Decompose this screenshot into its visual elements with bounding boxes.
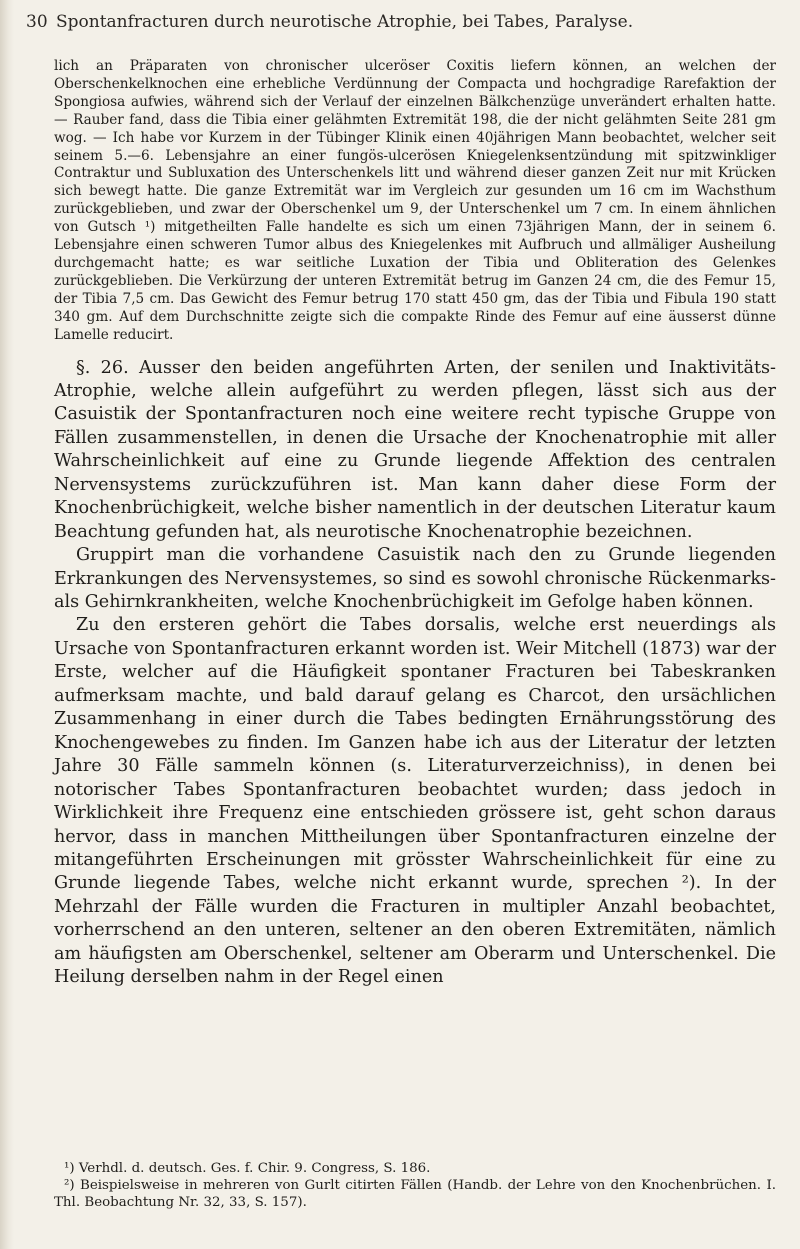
section-26-paragraph: §. 26. Ausser den beiden angeführten Arten, der senilen und Inaktivitäts-Atrophie, welche allein aufgeführt zu werden pflegen, lässt sich aus der Casuistik der Spontanfracturen noch eine weitere recht typische Gruppe von Fällen zusammenstellen, in denen die Ursache der Knochenatrophie mit aller Wahrscheinlichkeit auf eine zu Grunde liegende Affektion des centralen Nervensystems zurückzuführen ist. Man kann daher diese Form der Knochenbrüchigkeit, welche bisher namentlich in der deutschen Literatur kaum Beachtung gefunden hat, als neurotische Knochenatrophie bezeichnen. bbox=[54, 357, 776, 542]
footnote-1: ¹) Verhdl. d. deutsch. Ges. f. Chir. 9. Congress, S. 186. bbox=[64, 1161, 431, 1176]
page-binding-shadow bbox=[0, 0, 14, 1249]
footnotes bbox=[54, 1160, 776, 1211]
grouping-paragraph: Gruppirt man die vorhandene Casuistik nach den zu Grunde liegenden Erkrankungen des Nervensystemes, so sind es sowohl chronische Rückenmarks- als Gehirnkrankheiten, welche Knochenbrüchigkeit im Gefolge haben können. bbox=[54, 545, 776, 613]
running-title: Spontanfracturen durch neurotische Atrophie, bei Tabes, Paralyse. bbox=[56, 12, 634, 32]
tabes-paragraph: Zu den ersteren gehört die Tabes dorsalis, welche erst neuerdings als Ursache von Spontanfracturen erkannt worden ist. Weir Mitchell (1873) war der Erste, welcher auf die Häufigkeit spontaner Fracturen bei Tabeskranken aufmerksam machte, und bald darauf gelang es Charcot, den ursächlichen Zusammenhang in einer durch die Tabes bedingten Ernährungsstörung des Knochengewebes zu finden. Im Ganzen habe ich aus der Literatur der letzten Jahre 30 Fälle sammeln können (s. Literaturverzeichniss), in denen bei notorischer Tabes Spontanfracturen beobachtet wurden; dass jedoch in Wirklichkeit ihre Frequenz eine entschieden grössere ist, geht schon daraus hervor, dass in manchen Mittheilungen über Spontanfracturen einzelne der mitangeführten Erscheinungen mit grösster Wahrscheinlichkeit für eine zu Grunde liegende Tabes, welche nicht erkannt wurde, sprechen ²). In der Mehrzahl der Fälle wurden die Fracturen in multipler Anzahl beobachtet, vorherrschend an den unteren, seltener an den oberen Extremitäten, nämlich am häufigsten am Oberschenkel, seltener am Oberarm und Unterschenkel. Die Heilung derselben nahm in der Regel einen bbox=[54, 615, 776, 988]
running-header bbox=[26, 12, 786, 32]
main-text-block bbox=[54, 357, 776, 990]
body-text bbox=[54, 58, 776, 990]
small-print-block bbox=[54, 58, 776, 345]
page-number: 30 bbox=[26, 12, 48, 32]
footnote-2: ²) Beispielsweise in mehreren von Gurlt citirten Fällen (Handb. der Lehre von den Knochenbrüchen. I. Thl. Beobachtung Nr. 32, 33, S. 157). bbox=[54, 1178, 776, 1210]
case-report-paragraph: lich an Präparaten von chronischer ulceröser Coxitis liefern können, an welchen der Oberschenkelknochen eine erhebliche Verdünnung der Compacta und hochgradige Rarefaktion der Spongiosa aufwies, während sich der Verlauf der einzelnen Bälkchenzüge unverändert erhalten hatte. — Rauber fand, dass die Tibia einer gelähmten Extremität 198, die der nicht gelähmten Seite 281 gm wog. — Ich habe vor Kurzem in der Tübinger Klinik einen 40jährigen Mann beobachtet, welcher seit seinem 5.—6. Lebensjahre an einer fungös-ulcerösen Kniegelenksentzündung mit spitzwinkliger Contraktur und Subluxation des Unterschenkels litt und während dieser ganzen Zeit nur mit Krücken sich bewegt hatte. Die ganze Extremität war im Vergleich zur gesunden um 16 cm im Wachsthum zurückgeblieben, und zwar der Oberschenkel um 9, der Unterschenkel um 7 cm. In einem ähnlichen von Gutsch ¹) mitgetheilten Falle handelte es sich um einen 73jährigen Mann, der in seinem 6. Lebensjahre einen schweren Tumor albus des Kniegelenkes mit Aufbruch und allmäliger Ausheilung durchgemacht hatte; es war seitliche Luxation der Tibia und Obliteration des Gelenkes zurückgeblieben. Die Verkürzung der unteren Extremität betrug im Ganzen 24 cm, die des Femur 15, der Tibia 7,5 cm. Das Gewicht des Femur betrug 170 statt 450 gm, das der Tibia und Fibula 190 statt 340 gm. Auf dem Durchschnitte zeigte sich die compakte Rinde des Femur auf eine äusserst dünne Lamelle reducirt. bbox=[54, 58, 776, 343]
